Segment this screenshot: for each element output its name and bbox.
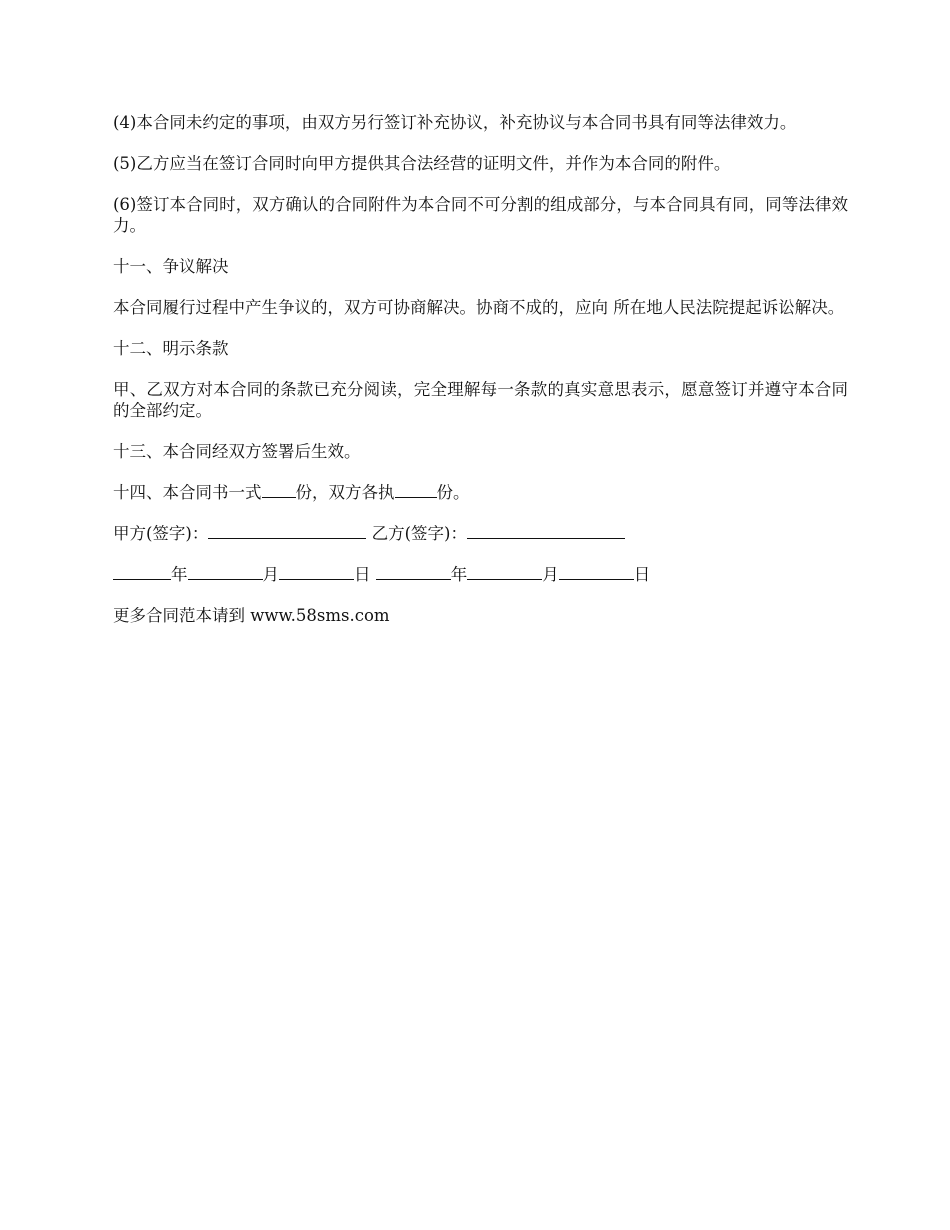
explicit-terms-text: 甲、乙双方对本合同的条款已充分阅读，完全理解每一条款的真实意思表示，愿意签订并遵守本合同的全部约定。 [113,380,848,420]
section-heading-11: 十一、争议解决 [113,257,229,276]
year-label: 年 [171,565,188,584]
copies-suffix: 份。 [436,483,470,502]
footer-link-text: 更多合同范本请到 www.58sms.com [113,606,390,625]
section-heading-12: 十二、明示条款 [113,339,229,358]
clause-6: (6)签订本合同时，双方确认的合同附件为本合同不可分割的组成部分，与本合同具有同，同等法律效力。 [113,195,848,235]
year-label: 年 [450,565,468,584]
party-b-signature-blank[interactable] [467,523,625,539]
clause-4: (4)本合同未约定的事项，由双方另行签订补充协议，补充协议与本合同书具有同等法律效力。 [113,113,797,132]
section-13-effective: 十三、本合同经双方签署后生效。 [113,442,361,461]
day-label: 日 [354,565,371,584]
copies-prefix: 十四、本合同书一式 [113,483,262,502]
copies-total-blank[interactable] [262,482,296,498]
copies-each-blank[interactable] [395,482,437,498]
party-b-day-blank[interactable] [559,564,634,580]
month-label: 月 [262,565,279,584]
party-b-label: 乙方(签字)： [371,524,467,543]
party-b-year-blank[interactable] [376,564,451,580]
party-a-label: 甲方(签字)： [113,524,209,543]
party-b-month-blank[interactable] [467,564,542,580]
party-a-month-blank[interactable] [188,564,263,580]
party-a-signature-blank[interactable] [208,523,366,539]
party-a-year-blank[interactable] [113,564,171,580]
document-page [113,112,848,646]
date-line [113,564,848,585]
party-a-day-blank[interactable] [279,564,354,580]
month-label: 月 [542,565,559,584]
section-14-copies [113,482,848,503]
copies-middle: 份，双方各执 [295,483,395,502]
dispute-resolution-text: 本合同履行过程中产生争议的，双方可协商解决。协商不成的，应向 所在地人民法院提起诉讼解决。 [113,298,845,317]
day-label: 日 [633,565,651,584]
signature-line [113,523,848,544]
clause-5: (5)乙方应当在签订合同时向甲方提供其合法经营的证明文件，并作为本合同的附件。 [113,154,731,173]
